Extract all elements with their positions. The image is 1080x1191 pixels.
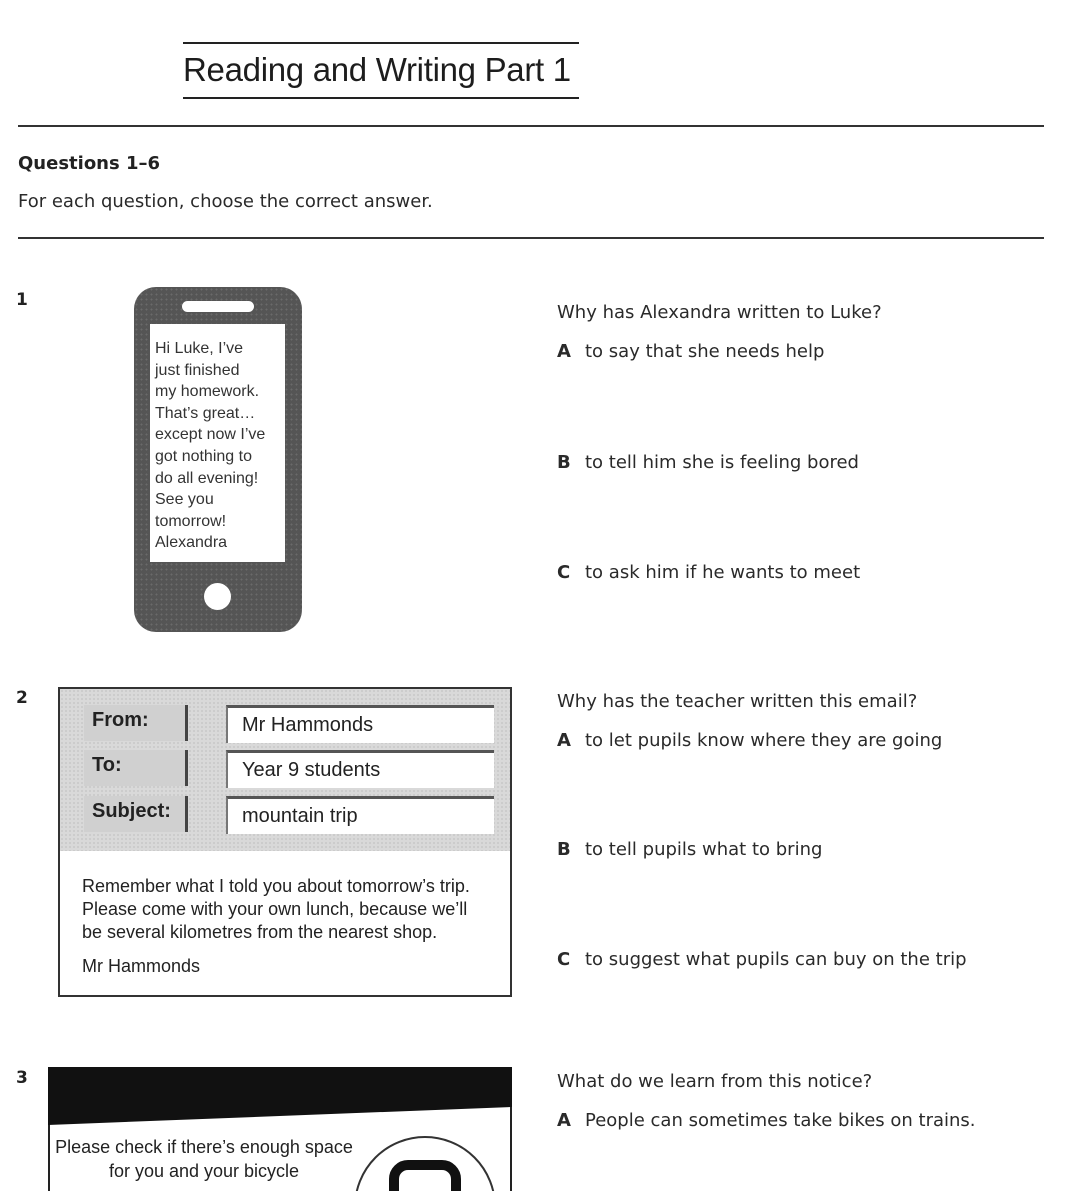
- option-letter: C: [557, 949, 571, 970]
- message-line: my homework.: [155, 383, 260, 401]
- email-subject-field: mountain trip: [226, 796, 494, 834]
- email-to-field: Year 9 students: [226, 750, 494, 788]
- message-line: See you: [155, 491, 214, 509]
- answer-option-b[interactable]: [557, 837, 822, 863]
- phone-speaker: [182, 301, 254, 312]
- option-letter: A: [557, 1110, 571, 1131]
- option-letter: A: [557, 730, 571, 751]
- section-instruction: For each question, choose the correct answer.: [18, 191, 433, 212]
- question-prompt: Why has the teacher written this email?: [557, 691, 918, 712]
- answer-option-a[interactable]: [557, 339, 824, 365]
- phone-home-button: [204, 583, 231, 610]
- email-body-line: Remember what I told you about tomorrow’s trip.: [82, 876, 470, 896]
- notice-text: [48, 1135, 360, 1183]
- email-header: [60, 689, 510, 851]
- email-illustration: [58, 687, 512, 997]
- email-subject-label: Subject:: [84, 796, 188, 832]
- email-body-line: Please come with your own lunch, because we’ll: [82, 899, 468, 919]
- phone-screen: [150, 324, 285, 562]
- question-number: 1: [16, 290, 28, 310]
- question-number: 2: [16, 688, 28, 708]
- answer-option-a[interactable]: [557, 1108, 976, 1134]
- notice-illustration: [48, 1067, 512, 1191]
- phone-illustration: [134, 287, 302, 632]
- email-body: [82, 875, 512, 944]
- option-text: to let pupils know where they are going: [585, 730, 943, 751]
- option-text: to suggest what pupils can buy on the trip: [585, 949, 967, 970]
- option-letter: B: [557, 452, 571, 473]
- email-from-field: Mr Hammonds: [226, 705, 494, 743]
- message-line: tomorrow!: [155, 512, 227, 530]
- option-letter: C: [557, 562, 571, 583]
- divider: [18, 237, 1044, 239]
- divider: [18, 125, 1044, 127]
- question-prompt: Why has Alexandra written to Luke?: [557, 302, 882, 323]
- section-heading: Questions 1–6: [18, 153, 161, 174]
- answer-option-c[interactable]: [557, 947, 967, 973]
- option-text: to ask him if he wants to meet: [585, 562, 861, 583]
- option-text: People can sometimes take bikes on trains.: [585, 1110, 976, 1131]
- email-signature: Mr Hammonds: [82, 956, 201, 976]
- message-line: That’s great…: [155, 404, 256, 422]
- option-letter: A: [557, 341, 571, 362]
- option-text: to say that she needs help: [585, 341, 825, 362]
- email-from-label: From:: [84, 705, 188, 741]
- answer-option-a[interactable]: [557, 728, 942, 754]
- message-line: got nothing to: [155, 447, 252, 465]
- question-prompt: What do we learn from this notice?: [557, 1071, 873, 1092]
- option-text: to tell him she is feeling bored: [585, 452, 859, 473]
- question-number: 3: [16, 1068, 28, 1088]
- notice-line: for you and your bicycle: [108, 1161, 300, 1181]
- message-line: just finished: [155, 361, 240, 379]
- message-line: Hi Luke, I’ve: [155, 340, 244, 357]
- message-line: do all evening!: [155, 469, 259, 487]
- message-line: Alexandra: [155, 534, 228, 552]
- email-to-label: To:: [84, 750, 188, 786]
- email-body-line: be several kilometres from the nearest shop.: [82, 922, 438, 942]
- answer-option-b[interactable]: [557, 450, 859, 476]
- notice-line: Please check if there’s enough space: [55, 1137, 353, 1157]
- page-title: Reading and Writing Part 1: [183, 42, 579, 99]
- option-text: to tell pupils what to bring: [585, 839, 823, 860]
- option-letter: B: [557, 839, 571, 860]
- message-line: except now I’ve: [155, 426, 266, 444]
- answer-option-c[interactable]: [557, 560, 860, 586]
